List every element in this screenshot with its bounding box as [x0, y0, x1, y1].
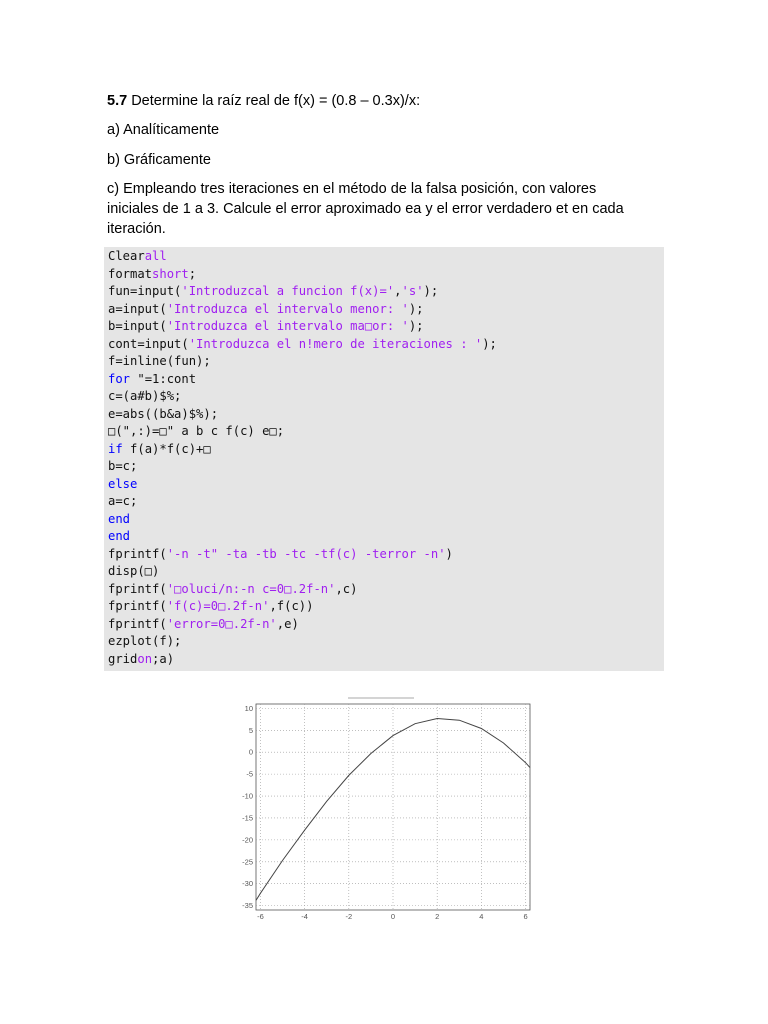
code-token: ezplot(f);: [108, 634, 182, 648]
code-line: [108, 598, 313, 616]
code-token: Clear: [108, 249, 145, 263]
code-line: [108, 248, 167, 266]
part-c-line-1: c) Empleando tres iteraciones en el método de la falsa posición, con valores: [107, 181, 597, 197]
x-tick-label: -4: [301, 912, 308, 921]
part-a: a) Analíticamente: [107, 122, 220, 138]
code-token: a=input(: [108, 301, 167, 316]
y-tick-label: 5: [248, 725, 253, 735]
code-string: on: [137, 651, 153, 666]
part-c-line-2: iniciales de 1 a 3. Calcule el error aproximado ea y el error verdadero et en cada: [107, 201, 624, 217]
code-token: );: [408, 301, 424, 316]
code-line: [108, 388, 181, 406]
x-tick-label: 2: [435, 912, 440, 921]
x-tick-label: 0: [390, 912, 396, 921]
code-line: [108, 371, 196, 389]
code-block: [104, 247, 664, 671]
code-line: [108, 336, 497, 354]
code-token: ,f(c)): [269, 599, 314, 613]
code-token: f=inline(fun);: [108, 354, 211, 368]
code-line: [108, 458, 137, 476]
code-token: fprintf(: [108, 581, 167, 596]
code-line: [108, 423, 284, 441]
code-line: [108, 266, 196, 284]
code-token: □(",:)=□" a b c f(c) e□;: [108, 424, 285, 438]
code-line: [108, 651, 174, 669]
code-token: c=(a#b)$%;: [108, 389, 182, 403]
code-keyword: end: [108, 511, 131, 526]
y-tick-label: -25: [242, 857, 253, 867]
code-line: [108, 318, 424, 336]
problem-number: 5.7: [107, 93, 128, 109]
plot-svg: [230, 690, 540, 922]
code-token: fprintf(: [108, 616, 167, 631]
code-token: fprintf(: [108, 599, 167, 613]
code-token: a=c;: [108, 494, 138, 508]
code-token: ,e): [276, 616, 299, 631]
code-token: ;a): [152, 651, 175, 666]
code-token: ,: [394, 284, 402, 298]
code-keyword: else: [108, 476, 138, 491]
code-line: [108, 633, 181, 651]
x-tick-label: 4: [479, 912, 484, 921]
y-tick-label: 0: [248, 747, 253, 757]
code-string: 's': [401, 284, 424, 298]
code-keyword: if: [108, 441, 123, 456]
code-token: b=c;: [108, 459, 138, 473]
code-string: 'Introduzca el intervalo ma□or: ': [166, 319, 409, 333]
code-token: "=1:cont: [130, 371, 197, 386]
code-keyword: end: [108, 529, 131, 543]
y-tick-label: 10: [244, 703, 253, 713]
code-keyword: for: [108, 371, 131, 386]
code-line: [108, 441, 211, 459]
y-tick-label: -20: [242, 835, 253, 845]
code-line: [108, 301, 424, 319]
code-token: fprintf(: [108, 546, 167, 561]
code-line: [108, 476, 137, 494]
code-string: '□oluci/n:-n c=0□.2f-n': [166, 581, 336, 596]
x-tick-label: -2: [345, 912, 353, 921]
y-tick-label: -10: [242, 791, 253, 801]
x-tick-label: 6: [523, 912, 528, 921]
part-b: b) Gráficamente: [107, 152, 211, 168]
code-token: ;: [188, 266, 197, 281]
code-line: [108, 283, 438, 301]
code-token: ): [445, 546, 453, 561]
code-line: [108, 406, 218, 424]
code-token: );: [408, 319, 424, 333]
part-c-line-3: iteración.: [107, 221, 166, 237]
x-tick-label: -6: [257, 912, 264, 921]
code-line: [108, 528, 130, 546]
code-line: [108, 353, 211, 371]
y-tick-label: -5: [246, 769, 253, 779]
code-token: disp(□): [108, 564, 160, 578]
code-string: 'Introduzca el n!mero de iteraciones : ': [188, 336, 483, 351]
part-c: [107, 179, 667, 239]
code-token: grid: [108, 651, 138, 666]
y-tick-label: -35: [242, 901, 253, 911]
code-token: f(a)*f(c)+□: [122, 441, 211, 456]
code-token: cont=input(: [108, 336, 189, 351]
code-token: b=input(: [108, 319, 167, 333]
code-token: );: [423, 284, 439, 298]
code-string: short: [152, 266, 189, 281]
code-string: all: [144, 249, 167, 263]
code-line: [108, 511, 130, 529]
y-tick-label: -30: [242, 879, 253, 889]
code-string: '-n -t" -ta -tb -tc -tf(c) -terror -n': [166, 546, 446, 561]
code-line: [108, 616, 299, 634]
code-line: [108, 581, 357, 599]
code-token: );: [482, 336, 497, 351]
code-token: ,c): [335, 581, 358, 596]
code-string: 'f(c)=0□.2f-n': [166, 599, 270, 613]
problem-statement: [107, 91, 667, 111]
code-string: 'error=0□.2f-n': [166, 616, 277, 631]
code-line: [108, 493, 137, 511]
y-tick-label: -15: [242, 813, 253, 823]
code-line: [108, 546, 453, 564]
code-string: 'Introduzcal a funcion f(x)=': [181, 284, 395, 298]
code-token: fun=input(: [108, 284, 182, 298]
code-line: [108, 563, 159, 581]
code-string: 'Introduzca el intervalo menor: ': [166, 301, 409, 316]
code-token: e=abs((b&a)$%);: [108, 406, 219, 421]
problem-statement-text: Determine la raíz real de f(x) = (0.8 – 0.3x)/x:: [127, 93, 421, 109]
code-token: format: [108, 266, 153, 281]
function-plot: [230, 690, 540, 927]
